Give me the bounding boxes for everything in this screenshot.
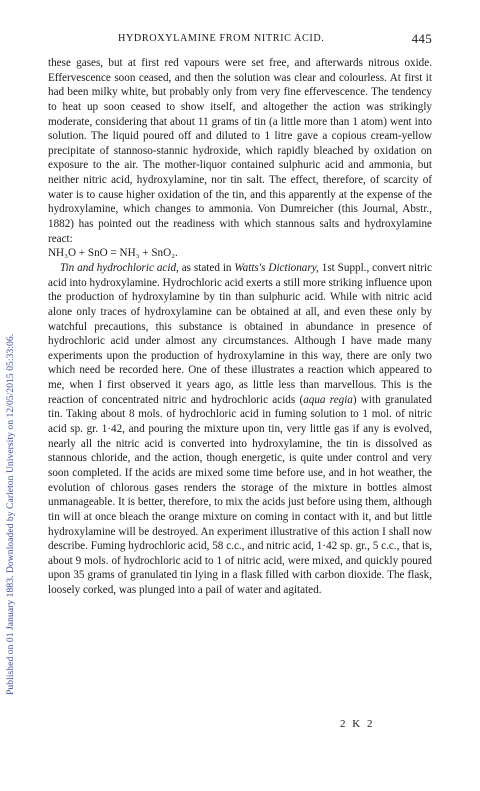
paragraph-2-lead: Tin and hydrochloric acid, — [60, 261, 179, 274]
equation: NH₃O + SnO = NH₃ + SnO₂. — [48, 247, 178, 260]
page-header — [48, 33, 432, 47]
running-title: HYDROXYLAMINE FROM NITRIC ACID. — [118, 33, 325, 44]
paragraph-2 — [48, 261, 432, 598]
aqua-regia-term: aqua regia — [303, 393, 353, 406]
paragraph-2-text-c: ) with granulated tin. Taking about 8 mols. of hydrochloric acid in fuming solution to 1 mol. of nitric acid sp. gr. 1·42, and pouring the mixture upon tin, very little gas if any is evolved, nearly all the nitric acid is converted into hydroxylamine, the tin is dissolved as stannous chloride, and the action, though energetic, is quite under control and very soon completed. If the acids are mixed some time before use, and in hot weather, the evolution of chlorous gases renders the storage of the mixture in bottles almost unmanageable. It is better, therefore, to mix the acids just before using them, although tin will at once bleach the orange mixture on coming in contact with it, and but little hydroxylamine will be destroyed. An experiment illustrative of this action I shall now describe. Fuming hydrochloric acid, 58 c.c., and nitric acid, 1·42 sp. gr., 5 c.c., that is, about 9 mols. of hydrochloric acid to 1 of nitric acid, were mixed, and quickly poured upon 35 grams of granulated tin lying in a flask filled with carbon dioxide. The flask, loosely corked, was plunged into a pail of water and agitated. — [48, 393, 432, 597]
paragraph-2-text-b: 1st Suppl., convert nitric acid into hydroxylamine. Hydrochloric acid exerts a still more striking influence upon the production of hydroxylamine by tin than sulphuric acid. While with nitric acid alone only traces of hydroxylamine can be obtained at all, and even these only by watchful precautions, this substance is obtained in abundance in presence of hydrochloric acid under almost any circumstances. Although I have made many experiments upon the production of hydroxylamine in this way, there are only two which need be recorded here. One of these illustrates a reaction which appeared to me, when I first observed it years ago, as little less than marvellous. This is the reaction of concentrated nitric and hydrochloric acids ( — [48, 261, 432, 406]
paragraph-2-text-a: as stated in — [178, 261, 235, 274]
paragraph-1: these gases, but at first red vapours were set free, and afterwards nitrous oxide. Effervescence soon ceased, and then the solution was clear and colourless. At first it had been milky white, but probably only from very fine effervescence. The tendency to heat up soon ceased to show itself, and altogether the action was strikingly moderate, considering that about 11 grams of tin (a little more than 1 atom) went into solution. The liquid poured off and diluted to 1 litre gave a copious cream-yellow precipitate of stannoso-stannic hydroxide, which rapidly bleached by oxidation on exposure to the air. The mother-liquor contained sulphuric acid and ammonia, but neither nitric acid, hydroxylamine, nor tin salt. The effect, therefore, of scarcity of water is to cause higher oxidation of the tin, and this apparently at the expense of the hydroxylamine, which changes to ammonia. Von Dumreicher (this Journal, Abstr., 1882) has pointed out the readiness with which stannous salts and hydroxylamine react: — [48, 57, 432, 245]
watts-dictionary-reference: Watts's Dictionary, — [234, 261, 319, 274]
page-number: 445 — [411, 31, 432, 46]
signature-mark: 2 K 2 — [340, 718, 375, 730]
download-stamp — [5, 95, 17, 695]
body-text — [48, 56, 432, 598]
download-stamp-text: Published on 01 January 1883. Downloaded by Carleton University on 12/05/2015 05:33:06. — [5, 333, 16, 695]
